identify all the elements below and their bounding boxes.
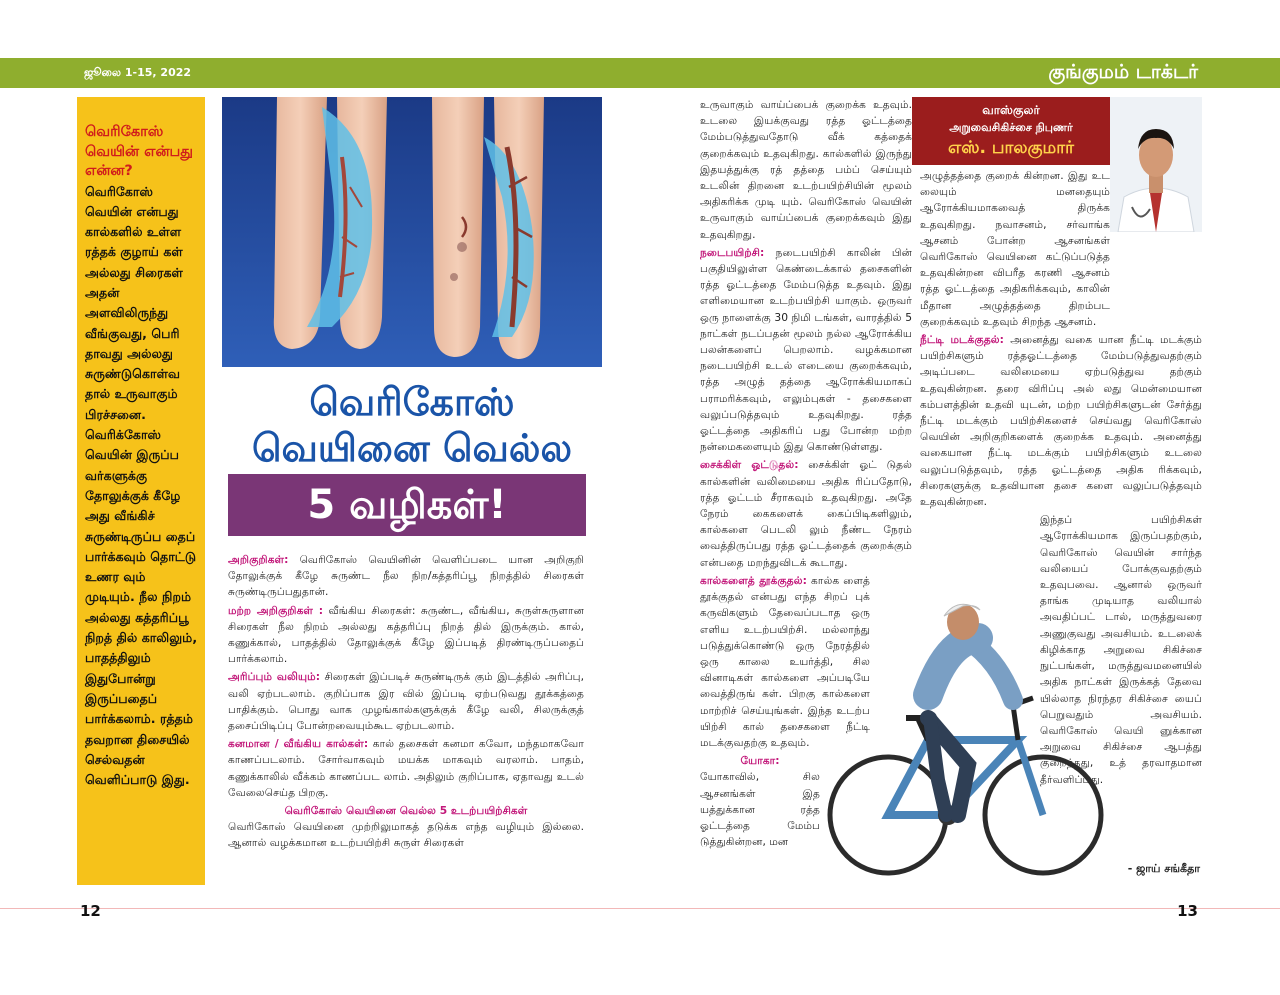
- paragraph-text: கால்க ளைத் தூக்குதல் என்பது எந்த சிறப் புக் கருவிகளும் தேவைப்படாத ஒரு எளிய உடற்பயிற்சி. மல்லாந்து படுத்துக்கொண்டு ஒரு நேரத்தில் ஒரு காலை உயர்த்தி, சில வினாடிகள் கால்களை அப்படியே வைத்திருங் கள். பிறகு கால்களை மாற்றிச் செய்யுங்கள். இந்த உடற்ப யிற்சி கால் தசைகளை நீட்டி மடக்குவதற்கு உதவும்.: [700, 573, 870, 749]
- paragraph-text: சைக்கிள் ஓட் டுதல் கால்களின் வலிமையை அதிக ரிப்பதோடு, ரத்த ஓட்டம் சீராகவும் உதவுகிறது. அதே நேரம் கைகளைக் கைப்பிடிகளிலும், கால்களை பெடலி லும் நீண்ட நேரம் வைத்திருப்பது ரத்த ஓட்டத்தைக் குறைக்கும் என்பதை மறந்துவிடக் கூடாது.: [700, 458, 912, 569]
- subheading: யோகா:: [740, 754, 780, 768]
- paragraph-text: வீங்கிய சிரைகள்: சுருண்ட, வீங்கிய, சுருள்சுருளான சிரைகள் நீல நிறம் அல்லது கத்தரிப்பு நிறத் தில் இருக்கும். கால், கணுக்கால், பாதத்தில் தோலுக்குக் கீழே இப்படித் திரண்டிருப்பதைப் பார்க்கலாம்.: [228, 603, 584, 666]
- footer-rule: [0, 908, 1280, 909]
- page-number-right: 13: [1177, 902, 1198, 920]
- article-column-1: [228, 552, 584, 887]
- paragraph: [228, 603, 584, 668]
- sidebar-body: வெரிகோஸ் வெயின் என்பது கால்களில் உள்ள ரத்தக் குழாய் கள் அல்லது சிரைகள் அதன் அளவிலிருந்து வீங்குவது, பெரி தாவது அல்லது சுருண்டுகொள்வ தால் உருவாகும் பிரச்சனை. வெரிக்கோஸ் வெயின் இருப்ப வர்களுக்கு தோலுக்குக் கீழே அது வீங்கிச் சுருண்டிருப்ப தைப் பார்க்கவும் தொட்டு உணர வும் முடியும். நீல நிறம் அல்லது கத்தரிப்பூ நிறத் தில் காலிலும், பாதத்திலும் இதுபோன்று இருப்பதைப் பார்க்கலாம். ரத்தம் தவறான திசையில் செல்வதன் வெளிப்பாடு இது.: [85, 183, 198, 788]
- paragraph: [228, 552, 584, 601]
- page-number-left: 12: [80, 902, 101, 920]
- sidebar-box: [77, 97, 205, 885]
- section-heading: வெரிகோஸ் வெயினை வெல்ல 5 உடற்பயிற்சிகள்: [284, 804, 528, 818]
- subheading: கால்களைத் தூக்குதல்:: [700, 573, 807, 587]
- header-bar: [0, 58, 1280, 88]
- paragraph: [228, 803, 584, 852]
- headline-line-2: வெயினை வெல்ல: [251, 426, 572, 470]
- subheading: மற்ற அறிகுறிகள் :: [228, 603, 324, 617]
- paragraph-text: அனைத்து வகை யான நீட்டி மடக்கும் பயிற்சிகளும் ரத்தஓட்டத்தை மேம்படுத்துவதற்கும் அடிப்படை வலிமையை ஏற்படுத்துவ தற்கும் உதவுகின்றன. தரை விரிப்பு அல் லது மென்மையான கம்பளத்தின் உதவி யுடன், மற்ற பயிற்சிகளுடன் சேர்த்து நீட்டி மடக்கும் பயிற்சிகளைச் செய்வது வெரிகோஸ் வெயின் அறிகுறிகளைக் குறைக்க உதவும். அனைத்து வகையான நீட்டி மடக்கும் பயிற்சிகளும் உடலை வலுப்படுத்தவும், ரத்த ஓட்டத்தை அதிக ரிக்கவும், சிரைகளுக்கு உதவியான தசை களை வலுப்படுத்தவும் உதவுகின்றன.: [920, 333, 1202, 509]
- magazine-name: குங்குமம் டாக்டர்: [1048, 61, 1198, 83]
- subheading: நீட்டி மடக்குதல்:: [920, 333, 1004, 347]
- paragraph: [700, 457, 912, 570]
- paragraph-text: வெரிகோஸ் வெயினை முற்றிலுமாகத் தடுக்க எந்த வழியும் இல்லை. ஆனால் வழக்கமான உடற்பயிற்சி சுருள் சிரைகள்: [228, 820, 584, 850]
- paragraph: [700, 245, 912, 456]
- paragraph: [700, 753, 820, 850]
- cyclist-image: [818, 600, 1108, 885]
- cyclist-image-svg: [818, 600, 1108, 885]
- paragraph-text: யோகாவில், சில ஆசனங்கள் இத யத்துக்கான ரத்த ஓட்டத்தை மேம்ப டுத்துகின்றன, மன: [700, 770, 820, 849]
- paragraph-text: கால் தசைகள் கனமா கவோ, மந்தமாகவோ காணப்படலாம். சோர்வாகவும் மயக்க மாகவும் வரலாம். பாதம், கணுக்காலில் வீக்கம் காணப்பட லாம். அதிலும் குறிப்பாக, ஏதாவது உடல் வேலைசெய்த பிறகு.: [228, 737, 584, 799]
- doctor-speciality: வாஸ்குலர்: [982, 103, 1040, 117]
- subheading: அறிகுறிகள்:: [228, 553, 289, 566]
- subheading: அரிப்பும் வலியும்:: [228, 670, 320, 684]
- paragraph-text: சிரைகள் இப்படிச் சுருண்டிருக் கும் இடத்தில் அரிப்பு, வலி ஏற்படலாம். குறிப்பாக இர வில் இப்படி ஏற்படுவது தூக்கத்தை பாதிக்கும். பொது வாக முழங்கால்களுக்குக் கீழே வலி, சிலருக்குத் தசைப்பிடிப்பு போன்றவையும்கூட ஏற்படலாம்.: [228, 670, 584, 733]
- paragraph-text: வெரிகோஸ் வெயினின் வெளிப்படை யான அறிகுறி தோலுக்குக் கீழே சுருண்ட நீல நிற/கத்தரிப்பூ நிறத்தில் சிரைகள் சுருண்டிருப்பதுதான்.: [228, 553, 584, 599]
- author-byline: - ஜாய் சங்கீதா: [1127, 862, 1200, 875]
- headline-line-3: 5 வழிகள்!: [228, 474, 586, 536]
- paragraph: [228, 736, 584, 801]
- paragraph-text: இந்தப் பயிற்சிகள் ஆரோக்கியமாக இருப்பதற்கும், வெரிகோஸ் வெயின் சார்ந்த வலியைப் போக்குவதற்கும் உதவுபவை. ஆனால் ஒருவர் தாங்க முடியாத வலியால் அவதிப்பட் டால், மருத்துவரை அணுகுவது அவசியம். உடலைக் கிழிக்காத அறுவை சிகிச்சை நுட்பங்கள், மருத்துவமனையில் அதிக நாட்கள் இருக்கத் தேவை யில்லாத நிரந்தர சிகிச்சை யைப் பெறுவதும் அவசியம். வெரிகோஸ் வெயி னுக்கான அறுவை சிகிச்சை ஆபத்து குறைந்தது, உத் தரவாதமான தீர்வளிப்பது.: [1040, 513, 1202, 786]
- paragraph: [700, 97, 912, 243]
- headline-line-1: வெரிகோஸ்: [309, 380, 515, 424]
- sidebar-title: வெரிகோஸ் வெயின் என்பது என்ன?: [85, 124, 193, 179]
- legs-illustration: [222, 97, 602, 367]
- paragraph: [920, 332, 1202, 510]
- doctor-credit-box: [912, 97, 1110, 165]
- subheading: சைக்கிள் ஓட்டுதல்:: [700, 458, 799, 472]
- issue-date: ஜூலை 1-15, 2022: [84, 66, 192, 79]
- paragraph-text: உருவாகும் வாய்ப்பைக் குறைக்க உதவும். உடலை இயக்குவது ரத்த ஓட்டத்தை மேம்படுத்துவதோடு வீக் கத்தைக் குறைக்கவும் உதவுகிறது. கால்களில் இருந்து இதயத்துக்கு ரத் தத்தை பம்ப் செய்யும் உடலின் திறனை உடற்பயிற்சியின் மூலம் அதிகரிக்க முடி யும். வெரிகோஸ் வெயின் உருவாகும் வாய்ப்பைக் குறைக்கவும் இது உதவுகிறது.: [700, 98, 912, 241]
- subheading: நடைபயிற்சி:: [700, 245, 765, 259]
- doctor-name: எஸ். பாலகுமார்: [948, 138, 1074, 158]
- paragraph: [228, 669, 584, 734]
- paragraph: [920, 168, 1202, 330]
- paragraph-text: அழுத்தத்தை குறைக் கின்றன. இது உட லையும் மனதையும் ஆரோக்கியமாகவைத் திருக்க உதவுகிறது. நவாசனம், சர்வாங்க ஆசனம் போன்ற ஆசனங்கள் வெரிகோஸ் வெயினை கட்டுப்படுத்த உதவுகின்றன விபரீத கரணி ஆசனம் ரத்த ஓட்டத்தை அதிகரிக்கவும், காலின் மீதான அழுத்தத்தை திறம்பட குறைக்கவும் உதவும் சிறந்த ஆசனம்.: [920, 169, 1110, 328]
- paragraph-text: நடைபயிற்சி காலின் பின் பகுதியிலுள்ள கெண்டைக்கால் தசைகளின் ரத்த ஓட்டத்தை மேம்படுத்த உதவும். இது எளிமையான உடற்பயிற்சி யாகும். ஒருவர் ஒரு நாளைக்கு 30 நிமி டங்கள், வாரத்தில் 5 நாட்கள் நடப்பதன் மூலம் நல்ல ஆரோக்கிய பலன்களைப் பெறலாம். வழக்கமான நடைபயிற்சி உடல் எடையை குறைக்கவும், ரத்த அழுத் தத்தை ஆரோக்கியமாகப் பராமரிக்கவும், எலும்புகள் - தசைகளை வலுப்படுத்தவும் உதவுகிறது. ரத்த ஓட்டத்தை அதிகரிப் பது போன்ற மற்ற நன்மைகளையும் இது கொண்டுள்ளது.: [700, 245, 912, 454]
- legs-illustration-svg: [222, 97, 602, 367]
- subheading: கனமான / வீங்கிய கால்கள்:: [228, 737, 369, 751]
- doctor-title: அறுவைசிகிச்சை நிபுணர்: [949, 121, 1073, 134]
